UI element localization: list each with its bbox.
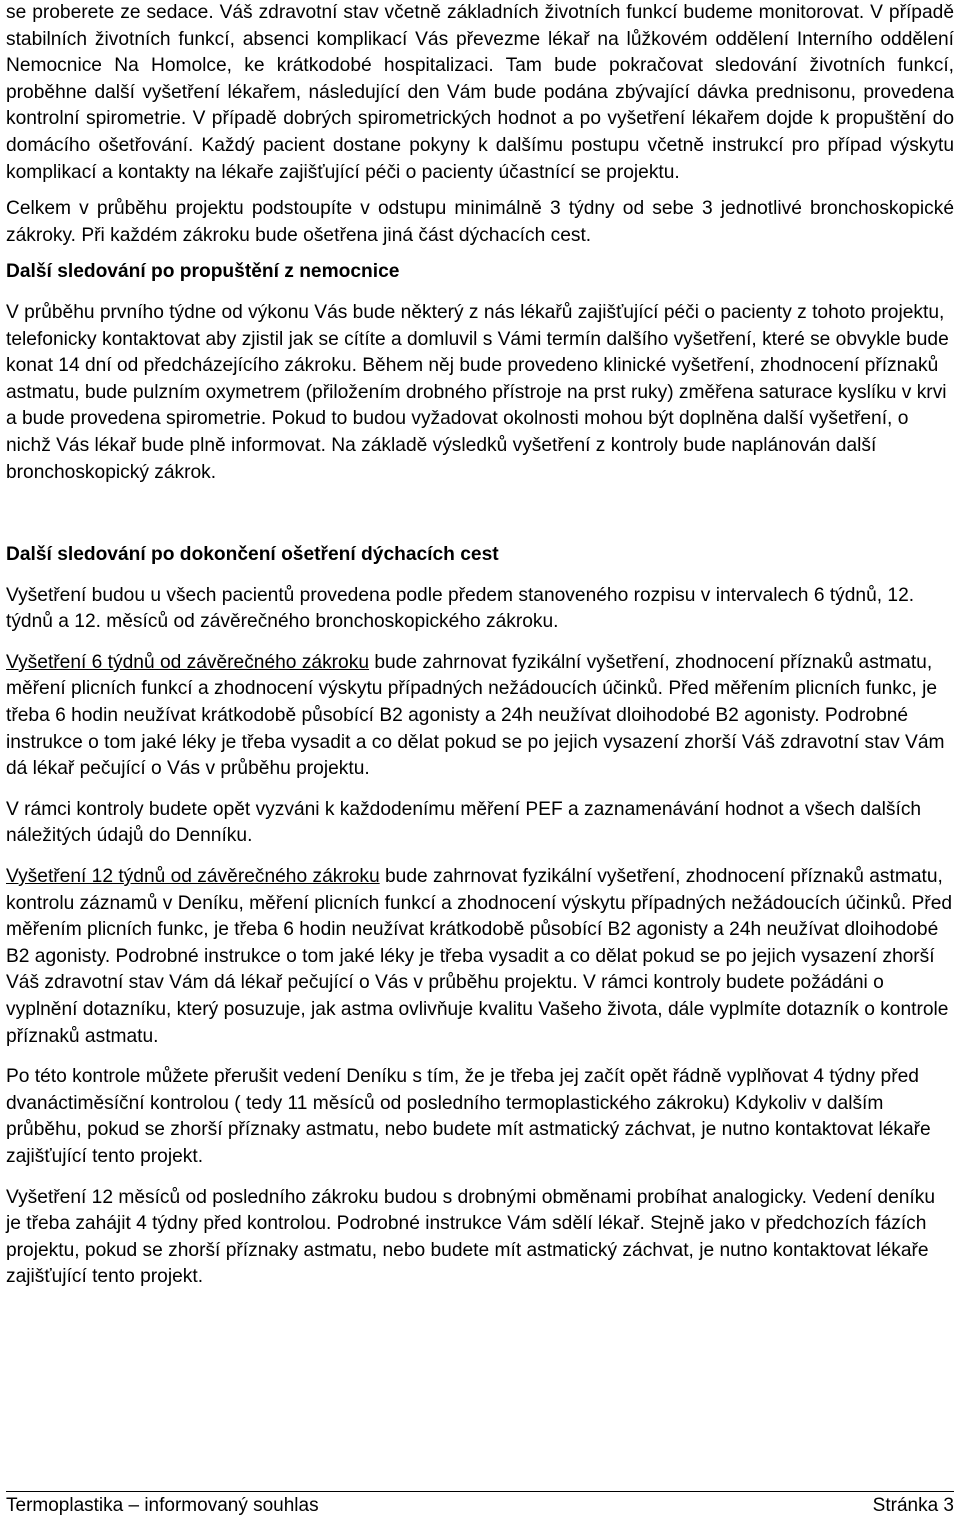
intro-paragraph-1: se proberete ze sedace. Váš zdravotní stav včetně základních životních funkcí budeme monitorovat. V případě stabilních životních funkcí, absenci komplikací Vás převezme lékař na lůžkovém oddělení Interního oddělení Nemocnice Na Homolce, ke krátkodobé hospitalizaci. Tam bude pokračovat sledování životních funkcí, proběhne další vyšetření lékařem, následující den Vám bude podána zbývající dávka prednisonu, provedena kontrolní spirometrie. V případě dobrých spirometrických hodnot a po vyšetření lékařem dojde k propuštění do domácího ošetřování. Každý pacient dostane pokyny k dalšímu postupu včetně instrukcí pro případ výskytu komplikací a kontakty na lékaře zajišťující péči o pacienty účastnící se projektu. <box>6 2 954 183</box>
schedule-paragraph: Vyšetření budou u všech pacientů provedena podle předem stanoveného rozpisu v intervalech 6 týdnů, 12. týdnů a 12. měsíců od závěrečného bronchoskopického zákroku. <box>6 584 915 633</box>
section-heading-after-treatment: Další sledování po dokončení ošetření dýchacích cest <box>6 544 499 566</box>
footer-divider <box>6 1491 954 1492</box>
document-page <box>6 0 954 1291</box>
twelve-month-exam-paragraph: Vyšetření 12 měsíců od posledního zákroku budou s drobnými obměnami probíhat analogicky. Vedení deníku je třeba zahájit 4 týdny před kontrolou. Podrobné instrukce Vám sdělí lékař. Stejně jako v předchozích fázích projektu, pokud se zhorší příznaky astmatu, nebo budete mít astmatický záchvat, je nutno kontaktovat lékaře zajišťující tento projekt. <box>6 1186 936 1288</box>
twelve-week-exam-paragraph <box>6 864 954 1050</box>
after-discharge-paragraph: V průběhu prvního týdne od výkonu Vás bude některý z nás lékařů zajišťující péči o pacienty z tohoto projektu, telefonicky kontaktovat aby zjistil jak se cítíte a domluvil s Vámi termín dalšího vyšetření, které se obvykle bude konat 14 dní od předcházejícího zákroku. Během něj bude provedeno klinické vyšetření, zhodnocení příznaků astmatu, bude pulzním oxymetrem (přiložením drobného přístroje na prst ruky) změřena saturace kyslíku v krvi a bude provedena spirometrie. Pokud to budou vyžadovat okolnosti mohou být doplněna další vyšetření, o nichž Vás lékař bude plně informovat. Na základě výsledků vyšetření z kontroly bude naplánován další bronchoskopický zákrok. <box>6 301 949 483</box>
page-footer <box>6 1495 954 1517</box>
footer-document-title: Termoplastika – informovaný souhlas <box>6 1495 319 1516</box>
footer-page-number: Stránka 3 <box>872 1495 954 1516</box>
diary-pause-paragraph: Po této kontrole můžete přerušit vedení Deníku s tím, že je třeba jej začít opět řádně vyplňovat 4 týdny před dvanáctiměsíční kontrolou ( tedy 11 měsíců od posledního termoplastického zákroku) Kdykoliv v dalším průběhu, pokud se zhorší příznaky astmatu, nebo budete mít astmatický záchvat, je nutno kontaktovat lékaře zajišťující tento projekt. <box>6 1066 931 1167</box>
six-week-exam-text: bude zahrnovat fyzikální vyšetření, zhodnocení příznaků astmatu, měření plicních funkcí a zhodnocení výskytu případných nežádoucích účinků. Před měřením plicních funkc, je třeba 6 hodin neužívat krátkodobě působící B2 agonisty a 24h neužívat dloihodobé B2 agonisty. Podrobné instrukce o tom jaké léky je třeba vysadit a co dělat pokud se po jejich vysazení zhorší Váš zdravotní stav Vám dá lékař pečující o Vás v průběhu projektu. <box>6 651 945 780</box>
six-week-exam-paragraph <box>6 650 954 783</box>
six-week-exam-title: Vyšetření 6 týdnů od závěrečného zákroku <box>6 651 369 673</box>
twelve-week-exam-title: Vyšetření 12 týdnů od závěrečného zákroku <box>6 866 380 888</box>
twelve-week-exam-text: bude zahrnovat fyzikální vyšetření, zhodnocení příznaků astmatu, kontrolu záznamů v Deníku, měření plicních funkcí a zhodnocení výskytu případných nežádoucích účinků. Před měřením plicních funkc, je třeba 6 hodin neužívat krátkodobě působící B2 agonisty a 24h neužívat dloihodobé B2 agonisty. Podrobné instrukce o tom jaké léky je třeba vysadit a co dělat pokud se po jejich vysazení zhorší Váš zdravotní stav Vám dá lékař pečující o Vás v průběhu projektu. V rámci kontroly budete požádáni o vyplnění dotazníku, který posuzuje, jak astma ovlivňuje kvalitu Vašeho života, dále vyplmíte dotazník o kontrole příznaků astmatu. <box>6 866 953 1047</box>
section-heading-after-discharge: Další sledování po propuštění z nemocnice <box>6 261 400 283</box>
pef-diary-paragraph: V rámci kontroly budete opět vyzváni k každodenímu měření PEF a zaznamenávání hodnot a všech dalších náležitých údajů do Denníku. <box>6 798 922 847</box>
intro-paragraph-2: Celkem v průběhu projektu podstoupíte v odstupu minimálně 3 týdny od sebe 3 jednotlivé bronchoskopické zákroky. Při každém zákroku bude ošetřena jiná část dýchacích cest. <box>6 198 954 246</box>
